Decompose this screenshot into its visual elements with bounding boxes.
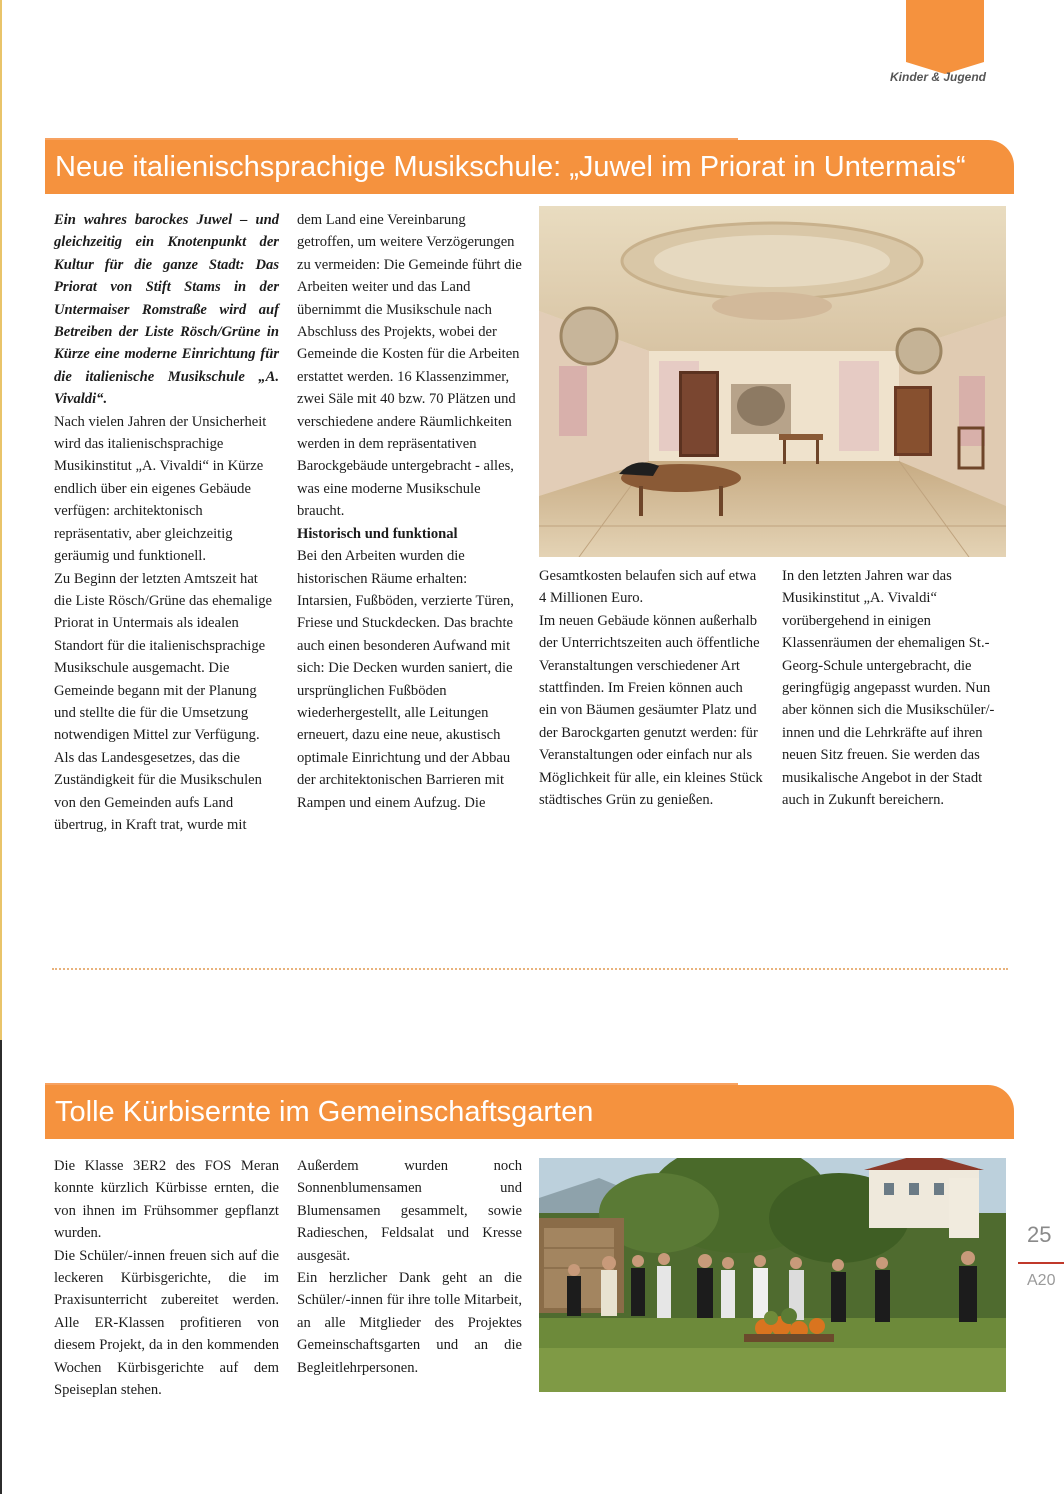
pumpkin-harvest-photo — [539, 1158, 1006, 1392]
article1-column-2 — [297, 209, 522, 814]
article2-paragraph: Ein herzlicher Dank geht an die Schüler/-innen für ihre tolle Mitarbeit, an alle Mitglieder des Projektes Gemeinschaftsgarten und an die Begleitlehrpersonen. — [297, 1270, 522, 1376]
article1-paragraph: Bei den Arbeiten wurden die historischen Räume erhalten: Intarsien, Fußböden, verzierte Türen, Friese und Stuckdecken. Das brachte auch einen besonderen Aufwand mit sich: Die Decken wurden saniert, die ursprünglichen Fußböden wiederhergestellt, alle Leitungen erneuert, dazu eine neue, akustisch optimale Einrichtung und der Abbau der architektonischen Barrieren mit Rampen und einem Aufzug. Die — [297, 548, 514, 811]
section-label: Kinder & Jugend — [889, 70, 986, 84]
article1-paragraph: dem Land eine Vereinbarung getroffen, um weitere Verzögerungen zu vermeiden: Die Gemeinde führt die Arbeiten weiter und das Land übernimmt die Musikschule nach Abschluss des Projekts, wobei der Gemeinde die Kosten für die Arbeiten erstattet werden. 16 Klassenzimmer, zwei Säle mit 40 bzw. 70 Plätzen und verschiedene andere Räumlichkeiten werden in dem repräsentativen Barockgebäude untergebracht - alles, was eine moderne Musikschule braucht. — [297, 212, 522, 520]
article1-paragraph: Als das Landesgesetzes, das die Zuständigkeit für die Musikschulen von den Gemeinden aufs Land übertrug, in Kraft trat, wurde mit — [54, 749, 262, 833]
article2-column-1 — [54, 1155, 279, 1401]
article2-title: Tolle Kürbisernte im Gemeinschaftsgarten — [55, 1095, 594, 1128]
left-edge-line — [0, 0, 2, 1040]
article1-paragraph: Im neuen Gebäude können außerhalb der Unterrichtszeiten auch öffentliche Veranstaltungen verschiedener Art stattfinden. Im Freien können auch ein von Bäumen gesäumter Platz und der Barockgarten genutzt werden: für Veranstaltungen oder einfach nur als Möglichkeit für alle, ein kleines Stück städtisches Grün zu genießen. — [539, 612, 763, 809]
article1-paragraph: Nach vielen Jahren der Unsicherheit wird das italienischsprachige Musikinstitut „A. Vivaldi“ in Kürze endlich über ein eigenes Gebäude verfügen: architektonisch repräsentativ, aber gleichzeitig geräumig und funktionell. — [54, 413, 267, 565]
article1-subheading: Historisch und funktional — [297, 525, 458, 542]
section-tab-marker — [906, 0, 984, 62]
article2-paragraph: Außerdem wurden noch Sonnenblumensamen und Blumensamen gesammelt, sowie Radieschen, Feldsalat und Kresse ausgesät. — [297, 1158, 522, 1264]
article1-lead: Ein wahres barockes Juwel – und gleichzeitig ein Knotenpunkt der Kultur für die ganze Stadt: Das Priorat von Stift Stams in der Untermaiser Romstraße wird auf Betreiben der Liste Rösch/Grüne in Kürze eine moderne Einrichtung für die italienische Musikschule „A. Vivaldi“. — [54, 212, 279, 408]
page-number: 25 — [1027, 1222, 1052, 1247]
article1-column-4 — [782, 565, 1006, 811]
edition-code: A20 — [1027, 1272, 1056, 1289]
article2-title-banner — [45, 1085, 1014, 1139]
page-number-rule — [1018, 1262, 1064, 1264]
article1-title-banner — [45, 140, 1014, 194]
dotted-divider — [52, 968, 1008, 970]
article2-column-2 — [297, 1155, 522, 1379]
article2-paragraph: Die Klasse 3ER2 des FOS Meran konnte kürzlich Kürbisse ernten, die von ihnen im Frühsommer gepflanzt wurden. — [54, 1158, 279, 1242]
article1-paragraph: Zu Beginn der letzten Amtszeit hat die Liste Rösch/Grüne das ehemalige Priorat in Untermais als idealen Standort für die italienischsprachige Musikschule ausgemacht. Die Gemeinde begann mit der Planung und stellte die für die Umsetzung notwendigen Mittel zur Verfügung. — [54, 570, 273, 744]
left-edge-line-dark — [0, 1040, 2, 1494]
baroque-hall-photo — [539, 206, 1006, 557]
article1-column-3 — [539, 565, 764, 811]
article1-title: Neue italienischsprachige Musikschule: „Juwel im Priorat in Untermais“ — [55, 150, 966, 183]
article1-column-1 — [54, 209, 279, 836]
article1-paragraph: In den letzten Jahren war das Musikinstitut „A. Vivaldi“ vorübergehend in einigen Klassenräumen der ehemaligen St.-Georg-Schule untergebracht, die geringfügig angepasst wurden. Nun aber können sich die Musikschüler/-innen und die Lehrkräfte auf ihren neuen Sitz freuen. Sie werden das musikalische Angebot in der Stadt auch in Zukunft bereichern. — [782, 568, 995, 809]
article2-paragraph: Die Schüler/-innen freuen sich auf die leckeren Kürbisgerichte, die im Praxisunterricht zubereitet werden. Alle ER-Klassen profitieren von diesem Projekt, da in den kommenden Wochen Kürbisgerichte auf dem Speiseplan stehen. — [54, 1247, 279, 1399]
article1-paragraph: Gesamtkosten belaufen sich auf etwa 4 Millionen Euro. — [539, 568, 757, 607]
